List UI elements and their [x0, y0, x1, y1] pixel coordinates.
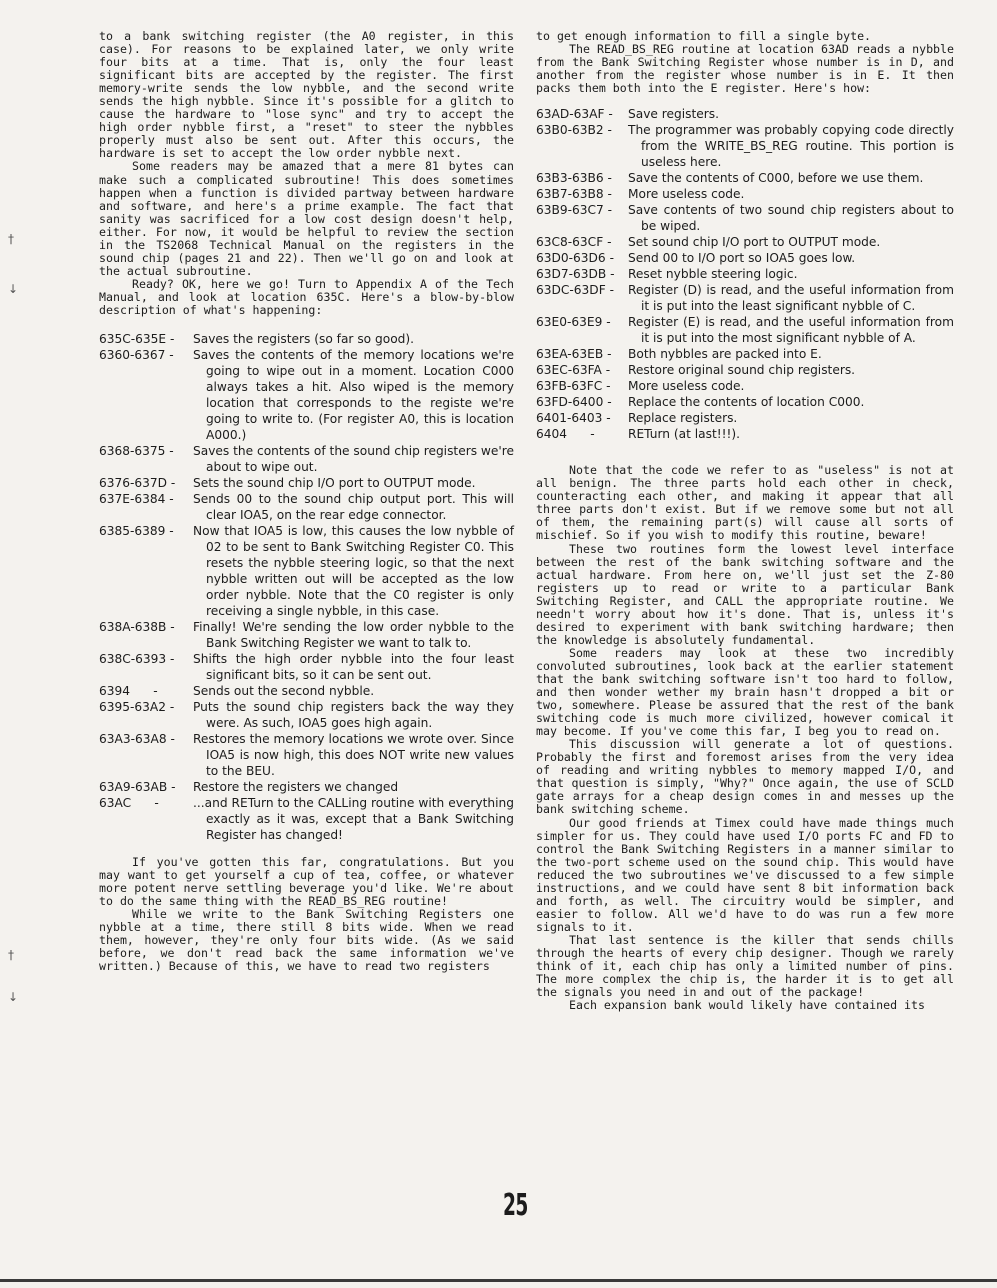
- paragraph: The READ_BS_REG routine at location 63AD reads a nybble from the Bank Switching Register whose number is in D, and another from the register whose number is in E. It then packs them both into the E register. Here's how:: [536, 42, 954, 96]
- address-range: 6395-63A2 -: [99, 700, 175, 715]
- listing-entry: [536, 362, 954, 378]
- listing-entry: [99, 523, 514, 619]
- entry-description: Restore the registers we changed: [193, 780, 399, 795]
- scan-edge-line: [0, 1279, 997, 1282]
- paragraph: If you've gotten this far, congratulations. But you may want to get yourself a cup of tea, coffee, or whatever more potent nerve settling beverage you'd like. We're about to do the same thing with the READ_BS_REG routine!: [99, 855, 514, 909]
- address-range: 63A3-63A8 -: [99, 732, 175, 747]
- address-range: 63AC -: [99, 796, 159, 811]
- routine-listing: [536, 106, 954, 442]
- address-range: 6385-6389 -: [99, 524, 174, 539]
- entry-description: Sets the sound chip I/O port to OUTPUT mode.: [193, 476, 476, 491]
- paragraph: Each expansion bank would likely have contained its: [569, 998, 925, 1013]
- entry-description: Register (E) is read, and the useful information from it is put into the most significant nybble of A.: [628, 315, 954, 346]
- listing-entry: [99, 795, 514, 843]
- listing-entry: [99, 619, 514, 651]
- address-range: 63DC-63DF -: [536, 283, 614, 298]
- entry-description: Now that IOA5 is low, this causes the low nybble of 02 to be sent to Bank Switching Register C0. This resets the nybble steering logic, so that the next nybble written out will be accepted as the low order nybble. Note that the C0 register is only receiving a single nybble, in this case.: [193, 524, 514, 619]
- entry-description: Replace the contents of location C000.: [628, 395, 865, 410]
- listing-entry: [99, 731, 514, 779]
- entry-description: More useless code.: [628, 379, 745, 394]
- address-range: 63C8-63CF -: [536, 235, 612, 250]
- listing-entry: [536, 266, 954, 282]
- paragraph: Note that the code we refer to as "useless" is not at all benign. The three parts hold each other in check, counteracting each other, and making it appear that all three parts don't exist. But if we remove some but not all of them, the remaining part(s) will cause all sorts of mischief. So if you wish to modify this routine, beware!: [536, 463, 954, 543]
- address-range: 6404 -: [536, 427, 595, 442]
- address-range: 638C-6393 -: [99, 652, 175, 667]
- listing-entry: [536, 186, 954, 202]
- listing-entry: [536, 282, 954, 314]
- address-range: 6360-6367 -: [99, 348, 174, 363]
- listing-entry: [536, 346, 954, 362]
- listing-entry: [536, 170, 954, 186]
- listing-entry: [536, 426, 954, 442]
- margin-mark: †: [8, 948, 14, 962]
- address-range: 63B7-63B8 -: [536, 187, 612, 202]
- address-range: 63B3-63B6 -: [536, 171, 612, 186]
- entry-description: Save contents of two sound chip registers about to be wiped.: [628, 203, 954, 234]
- entry-description: Puts the sound chip registers back the way they were. As such, IOA5 goes high again.: [193, 700, 514, 731]
- listing-entry: [99, 699, 514, 731]
- listing-entry: [99, 683, 514, 699]
- address-range: 63A9-63AB -: [99, 780, 176, 795]
- entry-description: Saves the contents of the memory locations we're going to wipe out in a moment. Location C000 always takes a hit. Also wiped is the memory location that corresponds to the registe we're going to write to. (For register A0, this is location A000.): [193, 348, 514, 443]
- routine-listing: [99, 331, 514, 843]
- entry-description: Finally! We're sending the low order nybble to the Bank Switching Register we want to talk to.: [193, 620, 514, 651]
- listing-entry: [536, 106, 954, 122]
- address-range: 6394 -: [99, 684, 158, 699]
- listing-entry: [99, 475, 514, 491]
- entry-description: Replace registers.: [628, 411, 738, 426]
- paragraph: These two routines form the lowest level interface between the rest of the bank switching software and the actual hardware. From here on, we'll just set the Z-80 registers up to read or write to a particular Bank Switching Register, and CALL the appropriate routine. We needn't worry about how it's done. That is, unless it's desired to experiment with bank switching hardware; then the knowledge is absolutely fundamental.: [536, 541, 954, 647]
- entry-description: Saves the registers (so far so good).: [193, 332, 415, 347]
- paragraph: Some readers may look at these two incredibly convoluted subroutines, look back at the earlier statement that the bank switching software isn't too hard to follow, and then wonder wether my brain hasn't dropped a bit or two, somewhere. Please be assured that the rest of the bank switching code is much more civilized, however comical it may become. If you've come this far, I beg you to read on.: [536, 645, 954, 739]
- address-range: 635C-635E -: [99, 332, 175, 347]
- margin-mark: †: [8, 232, 14, 246]
- margin-mark: ↓: [8, 282, 19, 296]
- entry-description: Send 00 to I/O port so IOA5 goes low.: [628, 251, 856, 266]
- listing-entry: [536, 378, 954, 394]
- entry-description: Save registers.: [628, 107, 720, 122]
- paragraph: to a bank switching register (the A0 register, in this case). For reasons to be explained later, we only write four bits at a time. That is, only the four least significant bits are accepted by the register. The first memory-write sends the low nybble, and the second write sends the high nybble. Since it's possible for a glitch to cause the hardware to "lose sync" and try to accept the high order nybble first, a "reset" to steer the nybbles properly must also be sent out. After this occurs, the hardware is set to accept the low order nybble next.: [99, 29, 514, 161]
- paragraph: Ready? OK, here we go! Turn to Appendix A of the Tech Manual, and look at location 635C. Here's a blow-by-blow description of what's happening:: [99, 276, 514, 317]
- address-range: 638A-638B -: [99, 620, 175, 635]
- listing-entry: [99, 651, 514, 683]
- address-range: 6376-637D -: [99, 476, 176, 491]
- address-range: 63EC-63FA -: [536, 363, 611, 378]
- address-range: 6401-6403 -: [536, 411, 611, 426]
- entry-description: RETurn (at last!!!).: [628, 427, 741, 442]
- margin-mark: ↓: [8, 990, 19, 1004]
- address-range: 63AD-63AF -: [536, 107, 613, 122]
- paragraph: That last sentence is the killer that sends chills through the hearts of every chip designer. Though we rarely think of it, each chip has only a limited number of pins. The more complex the chip is, the harder it is to get all the signals you need in and out of the package!: [536, 932, 954, 1000]
- entry-description: Save the contents of C000, before we use them.: [628, 171, 924, 186]
- paragraph: Some readers may be amazed that a mere 81 bytes can make such a complicated subroutine! This does sometimes happen when a function is divided partway between hardware and software, and here's a prime example. The fact that sanity was sacrificed for a low cost design doesn't help, either. For now, it would be helpful to review the section in the TS2068 Technical Manual on the registers in the sound chip (pages 21 and 22). Then we'll go on and look at the actual subroutine.: [99, 159, 514, 278]
- address-range: 63E0-63E9 -: [536, 315, 611, 330]
- entry-description: Sends out the second nybble.: [193, 684, 375, 699]
- listing-entry: [536, 202, 954, 234]
- entry-description: The programmer was probably copying code directly from the WRITE_BS_REG routine. This portion is useless here.: [628, 123, 954, 170]
- address-range: 63FD-6400 -: [536, 395, 612, 410]
- entry-description: Both nybbles are packed into E.: [628, 347, 822, 362]
- address-range: 637E-6384 -: [99, 492, 174, 507]
- listing-entry: [99, 491, 514, 523]
- paragraph: to get enough information to fill a single byte.: [536, 29, 872, 43]
- listing-entry: [99, 347, 514, 443]
- address-range: 6368-6375 -: [99, 444, 174, 459]
- listing-entry: [536, 122, 954, 170]
- address-range: 63B0-63B2 -: [536, 123, 612, 138]
- entry-description: Set sound chip I/O port to OUTPUT mode.: [628, 235, 881, 250]
- paragraph: Our good friends at Timex could have made things much simpler for us. They could have used I/O ports FC and FD to control the Bank Switching Registers in a manner similar to the two-port scheme used on the sound chip. This would have reduced the two subroutines we've discussed to a few simple instructions, and we could have sent 8 bit information back and forth, as well. The circuitry would be simpler, and easier to follow. All we'd have to do was run a few more signals to it.: [536, 815, 954, 934]
- listing-entry: [536, 410, 954, 426]
- left-column: [99, 30, 514, 973]
- address-range: 63FB-63FC -: [536, 379, 611, 394]
- listing-entry: [536, 314, 954, 346]
- address-range: 63D7-63DB -: [536, 267, 615, 282]
- entry-description: Register (D) is read, and the useful information from it is put into the least significant nybble of C.: [628, 283, 954, 314]
- listing-entry: [536, 250, 954, 266]
- entry-description: Shifts the high order nybble into the four least significant bits, so it can be sent out.: [193, 652, 514, 683]
- paragraph: While we write to the Bank Switching Registers one nybble at a time, there still 8 bits wide. When we read them, however, they're only four bits wide. (As we said before, we don't read back the same information we've written.) Because of this, we have to read two registers: [99, 907, 514, 974]
- address-range: 63D0-63D6 -: [536, 251, 614, 266]
- right-column: [536, 30, 954, 1012]
- listing-entry: [536, 234, 954, 250]
- entry-description: Reset nybble steering logic.: [628, 267, 798, 282]
- entry-description: Restores the memory locations we wrote over. Since IOA5 is now high, this does NOT write new values to the BEU.: [193, 732, 514, 779]
- listing-entry: [99, 779, 514, 795]
- listing-entry: [99, 331, 514, 347]
- entry-description: Sends 00 to the sound chip output port. This will clear IOA5, on the rear edge connector.: [193, 492, 514, 523]
- listing-entry: [99, 443, 514, 475]
- entry-description: Restore original sound chip registers.: [628, 363, 856, 378]
- page-number: 25: [503, 1188, 528, 1223]
- paragraph: This discussion will generate a lot of questions. Probably the first and foremost arises from the very idea of reading and writing nybbles to memory mapped I/O, and that question is simply, "Why?" Once again, the use of SCLD gate arrays for a cheap design comes in and messes up the bank switching scheme.: [536, 737, 954, 817]
- entry-description: More useless code.: [628, 187, 745, 202]
- listing-entry: [536, 394, 954, 410]
- address-range: 63B9-63C7 -: [536, 203, 613, 218]
- address-range: 63EA-63EB -: [536, 347, 612, 362]
- entry-description: ...and RETurn to the CALLing routine with everything exactly as it was, except that a Bank Switching Register has changed!: [193, 796, 514, 843]
- entry-description: Saves the contents of the sound chip registers we're about to wipe out.: [193, 444, 514, 475]
